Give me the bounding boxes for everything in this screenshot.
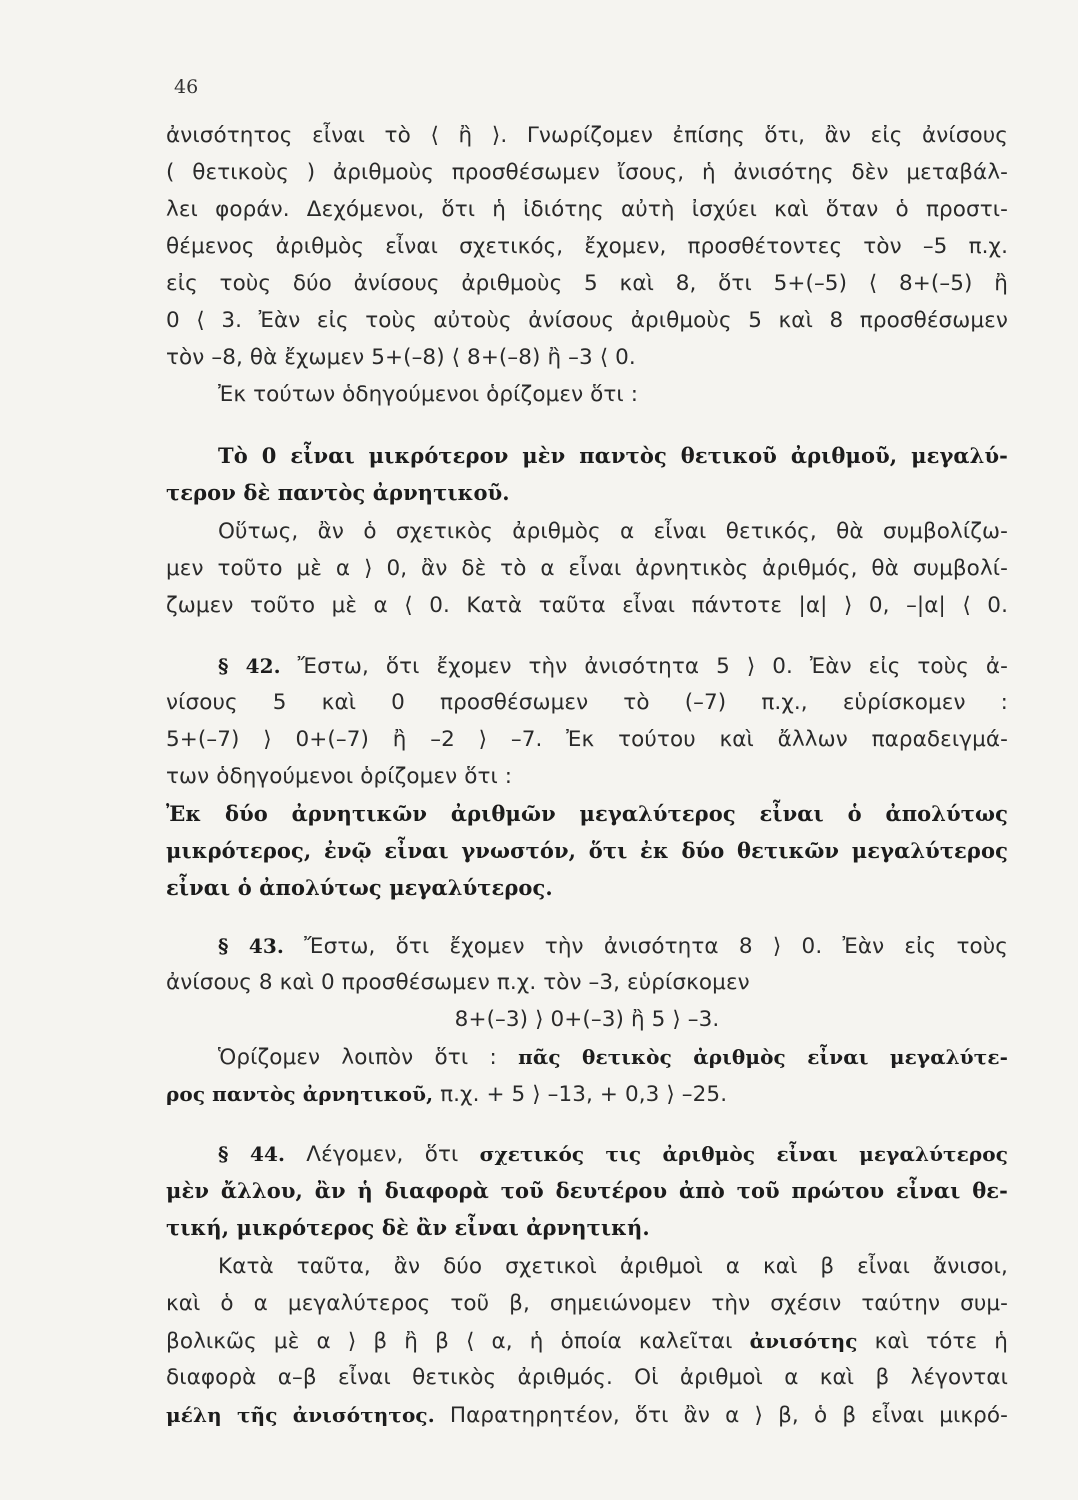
definition-line: μικρότερος, ἐνῷ εἶναι γνωστόν, ὅτι ἐκ δύο θετικῶν μεγαλύτερος [166,838,1008,863]
definition-line: εἶναι ὁ ἀπολύτως μεγαλύτερος. [166,875,553,900]
section-number: § 42. [218,654,281,678]
text-line: ἀνισότητος εἶναι τὸ ⟨ ἢ ⟩. Γνωρίζομεν ἐπίσης ὅτι, ἂν εἰς ἀνίσους [166,123,1008,148]
text-line: Οὕτως, ἂν ὁ σχετικὸς ἀριθμὸς α εἶναι θετικός, θὰ συμβολίζω- [218,519,1008,544]
term-span: ἀνισότης [749,1329,858,1353]
definition-line: μὲν ἄλλου, ἂν ἡ διαφορὰ τοῦ δευτέρου ἀπὸ τοῦ πρώτου εἶναι θε- [166,1178,1008,1203]
text-line: ἀνίσους 8 καὶ 0 προσθέσωμεν π.χ. τὸν –3, εὑρίσκομεν [166,970,750,995]
text-span: Ὁρίζομεν λοιπὸν ὅτι : [218,1045,519,1070]
text-line [166,1323,1008,1359]
text-span: βολικῶς μὲ α ⟩ β ἢ β ⟨ α, ἡ ὁποία καλεῖται [166,1329,750,1354]
text-line: νίσους 5 καὶ 0 προσθέσωμεν τὸ (–7) π.χ., εὑρίσκομεν : [166,690,1008,715]
text-line: λει φοράν. Δεχόμενοι, ὅτι ἡ ἰδιότης αὐτὴ ἰσχύει καὶ ὅταν ὁ προστι- [166,197,1008,222]
equation-line: 8+(–3) ⟩ 0+(–3) ἢ 5 ⟩ –3. [454,1007,720,1032]
term-span: μέλη τῆς ἀνισότητος. [166,1403,435,1427]
text-line: ζωμεν τοῦτο μὲ α ⟨ 0. Κατὰ ταῦτα εἶναι πάντοτε |α| ⟩ 0, –|α| ⟨ 0. [166,593,1008,618]
text-line: τὸν –8, θὰ ἔχωμεν 5+(–8) ⟨ 8+(–8) ἢ –3 ⟨ 0. [166,345,636,370]
section-number: § 44. [218,1142,286,1166]
definition-line: Ἐκ δύο ἀρνητικῶν ἀριθμῶν μεγαλύτερος εἶναι ὁ ἀπολύτως [166,801,1008,826]
page-number: 46 [174,76,199,98]
text-line: διαφορὰ α–β εἶναι θετικὸς ἀριθμός. Οἱ ἀριθμοὶ α καὶ β λέγονται [166,1365,1008,1390]
text-line [166,1039,1008,1075]
text-span: Παρατηρητέον, ὅτι ἂν α ⟩ β, ὁ β εἶναι μικρό- [434,1403,1008,1428]
text-span: Ἔστω, ὅτι ἔχομεν τὴν ἀνισότητα 8 ⟩ 0. Ἐὰν εἰς τοὺς [283,934,1008,959]
text-line: εἰς τοὺς δύο ἀνίσους ἀριθμοὺς 5 καὶ 8, ὅτι 5+(–5) ⟨ 8+(–5) ἢ [166,271,1008,296]
definition-line: Τὸ 0 εἶναι μικρότερον μὲν παντὸς θετικοῦ ἀριθμοῦ, μεγαλύ- [218,443,1008,468]
text-line [166,1397,1008,1433]
text-line: 0 ⟨ 3. Ἐὰν εἰς τοὺς αὐτοὺς ἀνίσους ἀριθμοὺς 5 καὶ 8 προσθέσωμεν [166,308,1008,333]
text-line: 5+(–7) ⟩ 0+(–7) ἢ –2 ⟩ –7. Ἐκ τούτου καὶ ἄλλων παραδειγμά- [166,727,1008,752]
text-line [166,1076,1008,1112]
text-line: Ἐκ τούτων ὁδηγούμενοι ὁρίζομεν ὅτι : [218,382,639,407]
section-42-line [166,648,1008,684]
text-line: μεν τοῦτο μὲ α ⟩ 0, ἂν δὲ τὸ α εἶναι ἀρνητικὸς ἀριθμός, θὰ συμβολί- [166,556,1008,581]
definition-span: σχετικός τις ἀριθμὸς εἶναι μεγαλύτερος [479,1142,1008,1166]
definition-span: πᾶς θετικὸς ἀριθμὸς εἶναι μεγαλύτε- [518,1045,1008,1069]
section-43-line [166,928,1008,964]
text-span: Λέγομεν, ὅτι [285,1142,480,1167]
text-span: καὶ τότε ἡ [857,1329,1009,1354]
text-line: καὶ ὁ α μεγαλύτερος τοῦ β, σημειώνομεν τὴν σχέσιν ταύτην συμ- [166,1291,1008,1316]
definition-line: τερον δὲ παντὸς ἀρνητικοῦ. [166,480,510,505]
text-span: Ἔστω, ὅτι ἔχομεν τὴν ἀνισότητα 5 ⟩ 0. Ἐὰν εἰς τοὺς ἀ- [280,654,1009,679]
section-44-line [166,1136,1008,1172]
text-line: θέμενος ἀριθμὸς εἶναι σχετικός, ἔχομεν, προσθέτοντες τὸν –5 π.χ. [166,234,1008,259]
section-number: § 43. [218,934,284,958]
definition-span: ρος παντὸς ἀρνητικοῦ, [166,1082,434,1106]
text-line: Κατὰ ταῦτα, ἂν δύο σχετικοὶ ἀριθμοὶ α καὶ β εἶναι ἄνισοι, [218,1254,1008,1279]
definition-line: τική, μικρότερος δὲ ἂν εἶναι ἀρνητική. [166,1215,650,1240]
text-line: ( θετικοὺς ) ἀριθμοὺς προσθέσωμεν ἴσους, ἡ ἀνισότης δὲν μεταβάλ- [166,160,1008,185]
text-span: π.χ. + 5 ⟩ –13, + 0,3 ⟩ –25. [433,1082,728,1107]
text-line: των ὁδηγούμενοι ὁρίζομεν ὅτι : [166,764,513,789]
